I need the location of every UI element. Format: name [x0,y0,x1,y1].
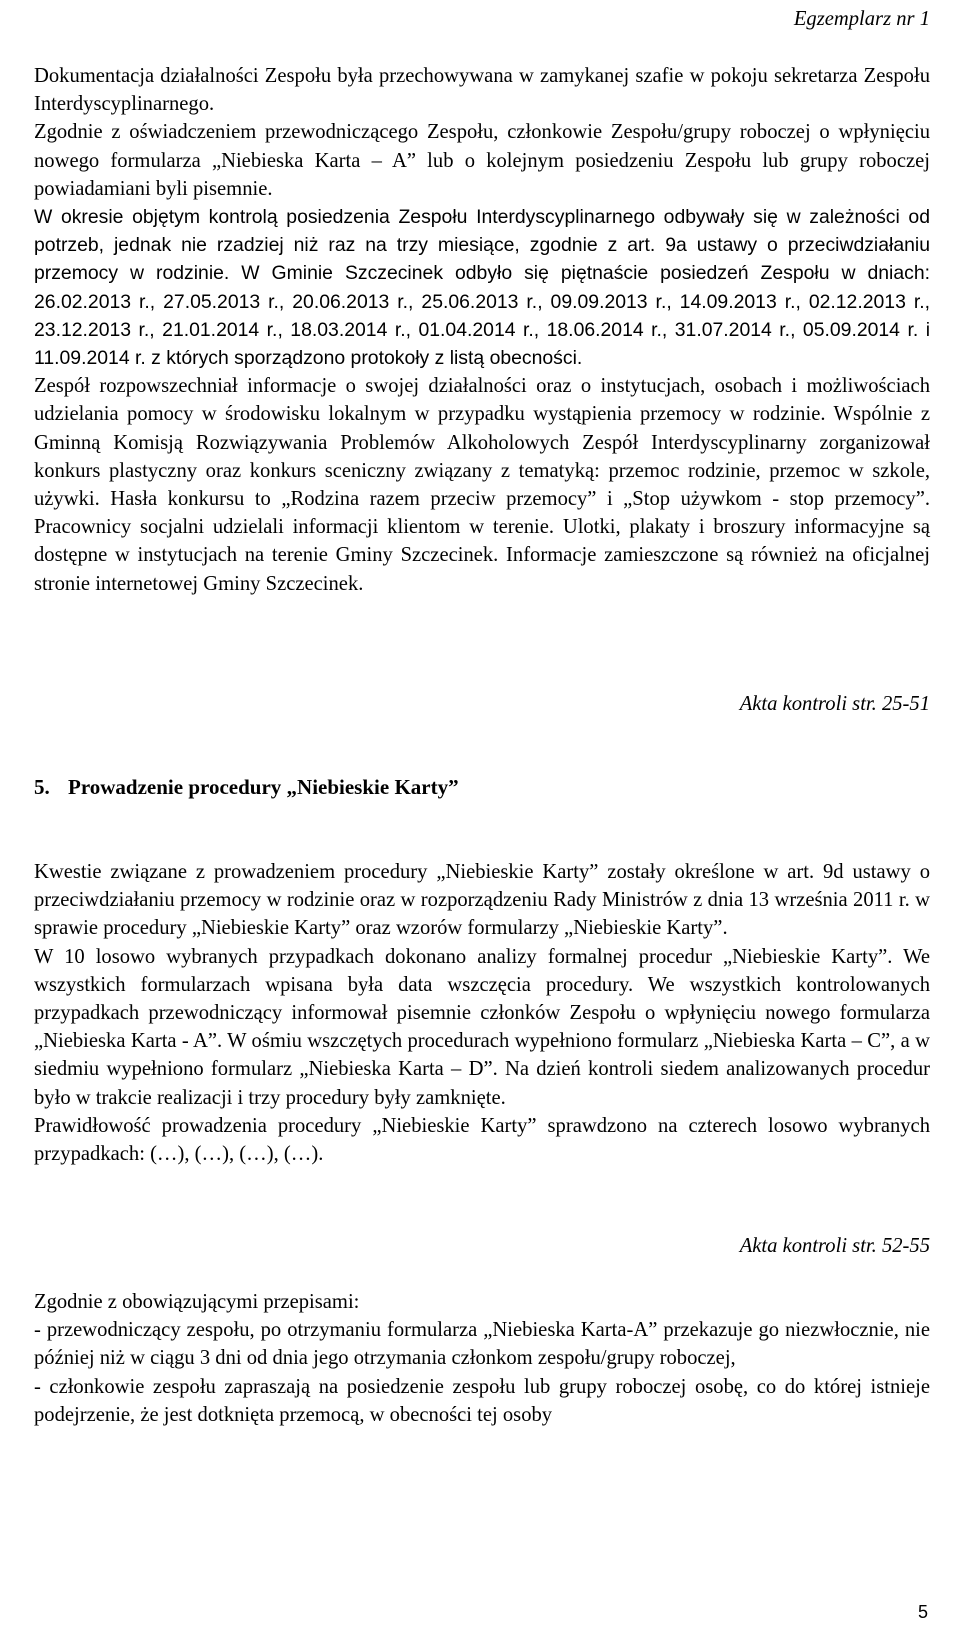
copy-label: Egzemplarz nr 1 [793,8,930,30]
section-title: Prowadzenie procedury „Niebieskie Karty” [68,775,459,799]
akta-reference: Akta kontroli str. 25-51 [739,693,930,715]
paragraph: W 10 losowo wybranych przypadkach dokonano analizy formalnej procedur „Niebieskie Karty”. We wszystkich formularzach wpisana była data wszczęcia procedury. We wszystkich kontrolowanych przypadkach przewodniczący informował pisemnie członków Zespołu o wpłynięciu nowego formularza „Niebieska Karta - A”. W ośmiu wszczętych procedurach wypełniono formularz „Niebieska Karta – C”, a w siedmiu wypełniono formularz „Niebieska Karta – D”. Na dzień kontroli siedem analizowanych procedur było w trakcie realizacji i trzy procedury były zamknięte. [34,945,930,1109]
paragraph: W okresie objętym kontrolą posiedzenia Zespołu Interdyscyplinarnego odbywały się w zależności od potrzeb, jednak nie rzadziej niż raz na trzy miesiące, zgodnie z art. 9a ustawy o przeciwdziałaniu przemocy w rodzinie. W Gminie Szczecinek odbyło się piętnaście posiedzeń Zespołu w dniach: 26.02.2013 r., 27.05.2013 r., 20.06.2013 r., 25.06.2013 r., 09.09.2013 r., 14.09.2013 r., 02.12.2013 r., 23.12.2013 r., 21.01.2014 r., 18.03.2014 r., 01.04.2014 r., 18.06.2014 r., 31.07.2014 r., 05.09.2014 r. i 11.09.2014 r. z których sporządzono protokoły z listą obecności. [34,206,930,370]
rule-item: - przewodniczący zespołu, po otrzymaniu formularza „Niebieska Karta-A” przekazuje go niezwłocznie, nie później niż w ciągu 3 dni od dnia jego otrzymania członkom zespołu/grupy roboczej, [34,1319,930,1370]
section-heading [34,773,930,801]
paragraph: Zgodnie z oświadczeniem przewodniczącego Zespołu, członkowie Zespołu/grupy roboczej o wpłynięciu nowego formularza „Niebieska Karta – A” lub o kolejnym posiedzeniu Zespołu lub grupy roboczej powiadamiani byli pisemnie. [34,121,930,200]
paragraph: Zespół rozpowszechniał informacje o swojej działalności oraz o instytucjach, osobach i możliwościach udzielania pomocy w środowisku lokalnym w przypadku wystąpienia przemocy w rodzinie. Wspólnie z Gminną Komisją Rozwiązywania Problemów Alkoholowych Zespół Interdyscyplinarny zorganizował konkurs plastyczny oraz konkurs sceniczny związany z tematyką: przemoc rodzinie, przemoc w szkole, używki. Hasła konkursu to „Rodzina razem przeciw przemocy” i „Stop używkom - stop przemocy”. Pracownicy socjalni udzielali informacji klientom w terenie. Ulotki, plakaty i broszury informacyjne są dostępne w instytucjach na terenie Gminy Szczecinek. Informacje zamieszczone są również na oficjalnej stronie internetowej Gminy Szczecinek. [34,375,930,595]
blue-card-procedure-section [34,858,930,1168]
section-number: 5. [34,775,50,799]
paragraph: Prawidłowość prowadzenia procedury „Niebieskie Karty” sprawdzono na czterech losowo wybranych przypadkach: (…), (…), (…), (…). [34,1114,930,1166]
rules-section [34,1288,930,1429]
paragraph: Dokumentacja działalności Zespołu była przechowywana w zamykanej szafie w pokoju sekretarza Zespołu Interdyscyplinarnego. [34,65,930,116]
paragraph: Kwestie związane z prowadzeniem procedury „Niebieskie Karty” zostały określone w art. 9d ustawy o przeciwdziałaniu przemocy w rodzinie oraz w rozporządzeniu Rady Ministrów z dnia 13 września 2011 r. w sprawie procedury „Niebieskie Karty” oraz wzorów formularzy „Niebieskie Karty”. [34,861,930,940]
rules-intro: Zgodnie z obowiązującymi przepisami: [34,1291,360,1313]
team-documentation-section [34,62,930,598]
akta-reference: Akta kontroli str. 52-55 [739,1235,930,1257]
rule-item: - członkowie zespołu zapraszają na posiedzenie zespołu lub grupy roboczej osobę, co do której istnieje podejrzenie, że jest dotknięta przemocą, w obecności tej osoby [34,1375,930,1426]
page-number: 5 [917,1601,928,1622]
